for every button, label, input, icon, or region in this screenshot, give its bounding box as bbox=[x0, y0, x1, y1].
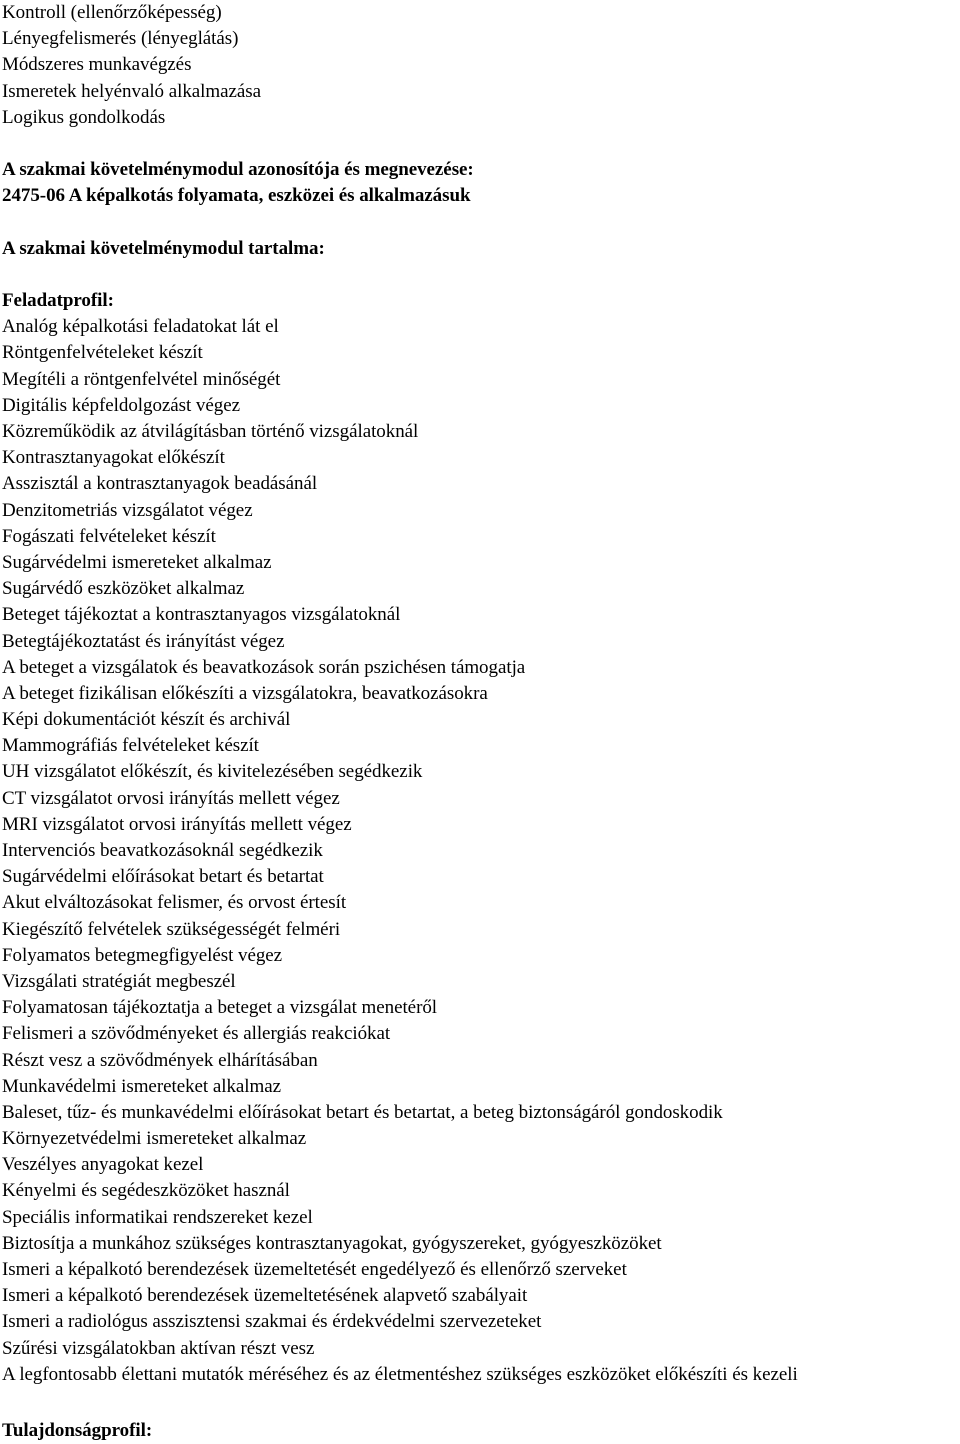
task-profile-item: Kiegészítő felvételek szükségességét felméri bbox=[2, 918, 341, 940]
task-profile-item: Kényelmi és segédeszközöket használ bbox=[2, 1180, 290, 1202]
task-profile-item: Asszisztál a kontrasztanyagok beadásánál bbox=[2, 473, 318, 495]
task-profile-list bbox=[2, 314, 960, 1388]
task-profile-heading: Feladatprofil: bbox=[2, 290, 114, 312]
list-item: Logikus gondolkodás bbox=[2, 106, 166, 128]
task-profile-item: Speciális informatikai rendszereket kezel bbox=[2, 1206, 313, 1228]
task-profile-item: CT vizsgálatot orvosi irányítás mellett végez bbox=[2, 787, 340, 809]
trait-profile-heading: Tulajdonságprofil: bbox=[2, 1419, 153, 1441]
task-profile-item: Ismeri a radiológus asszisztensi szakmai és érdekvédelmi szervezeteket bbox=[2, 1311, 542, 1333]
task-profile-item: Képi dokumentációt készít és archivál bbox=[2, 709, 291, 731]
task-profile-item: Digitális képfeldolgozást végez bbox=[2, 394, 240, 416]
task-profile-item: Sugárvédelmi ismereteket alkalmaz bbox=[2, 551, 272, 573]
task-profile-item: Ismeri a képalkotó berendezések üzemeltetését engedélyező és ellenőrző szerveket bbox=[2, 1259, 627, 1280]
spacer bbox=[2, 210, 960, 236]
task-profile-item: Beteget tájékoztat a kontrasztanyagos vizsgálatoknál bbox=[2, 604, 401, 626]
list-item: Kontroll (ellenőrzőképesség) bbox=[2, 2, 222, 23]
task-profile-item: Közreműködik az átvilágításban történő vizsgálatoknál bbox=[2, 421, 419, 442]
module-content-heading: A szakmai követelménymodul tartalma: bbox=[2, 237, 325, 259]
task-profile-item: Folyamatos betegmegfigyelést végez bbox=[2, 944, 283, 966]
task-profile-item: Veszélyes anyagokat kezel bbox=[2, 1154, 204, 1176]
task-profile-item: Betegtájékoztatást és irányítást végez bbox=[2, 630, 285, 652]
list-item: Lényegfelismerés (lényeglátás) bbox=[2, 28, 239, 50]
task-profile-item: A beteget fizikálisan előkészíti a vizsgálatokra, beavatkozásokra bbox=[2, 682, 488, 704]
spacer bbox=[2, 262, 960, 288]
task-profile-item: Folyamatosan tájékoztatja a beteget a vizsgálat menetéről bbox=[2, 997, 438, 1019]
task-profile-item: Sugárvédelmi előírásokat betart és betartat bbox=[2, 866, 324, 888]
list-item: Módszeres munkavégzés bbox=[2, 54, 192, 76]
task-profile-item: Akut elváltozásokat felismer, és orvost értesít bbox=[2, 892, 347, 914]
task-profile-item: A legfontosabb élettani mutatók méréséhez és az életmentéshez szükséges eszközöket előkészíti és kezeli bbox=[2, 1363, 798, 1385]
top-items-list bbox=[2, 0, 960, 131]
task-profile-item: Röntgenfelvételeket készít bbox=[2, 342, 203, 364]
task-profile-item: Környezetvédelmi ismereteket alkalmaz bbox=[2, 1128, 307, 1150]
module-id-heading: A szakmai követelménymodul azonosítója és megnevezése: bbox=[2, 159, 474, 181]
module-id-value: 2475-06 A képalkotás folyamata, eszközei és alkalmazásuk bbox=[2, 185, 471, 207]
task-profile-item: Szűrési vizsgálatokban aktívan részt vesz bbox=[2, 1337, 315, 1359]
task-profile-item: Analóg képalkotási feladatokat lát el bbox=[2, 316, 279, 338]
list-item: Ismeretek helyénvaló alkalmazása bbox=[2, 80, 261, 102]
task-profile-item: Ismeri a képalkotó berendezések üzemeltetésének alapvető szabályait bbox=[2, 1285, 528, 1307]
task-profile-item: Denzitometriás vizsgálatot végez bbox=[2, 499, 253, 521]
spacer bbox=[2, 131, 960, 157]
task-profile-item: Vizsgálati stratégiát megbeszél bbox=[2, 970, 236, 992]
task-profile-item: Fogászati felvételeket készít bbox=[2, 525, 216, 547]
spacer bbox=[2, 1388, 960, 1418]
task-profile-item: Biztosítja a munkához szükséges kontrasztanyagokat, gyógyszereket, gyógyeszközöket bbox=[2, 1232, 662, 1254]
task-profile-item: Sugárvédő eszközöket alkalmaz bbox=[2, 578, 245, 600]
task-profile-item: Részt vesz a szövődmények elhárításában bbox=[2, 1049, 318, 1071]
task-profile-item: Intervenciós beavatkozásoknál segédkezik bbox=[2, 840, 323, 861]
task-profile-item: UH vizsgálatot előkészít, és kivitelezésében segédkezik bbox=[2, 761, 423, 783]
task-profile-item: Kontrasztanyagokat előkészít bbox=[2, 447, 225, 469]
task-profile-item: Mammográfiás felvételeket készít bbox=[2, 735, 259, 757]
task-profile-item: A beteget a vizsgálatok és beavatkozások során pszichésen támogatja bbox=[2, 656, 526, 678]
task-profile-item: Felismeri a szövődményeket és allergiás reakciókat bbox=[2, 1023, 391, 1045]
task-profile-item: Baleset, tűz- és munkavédelmi előírásokat betart és betartat, a beteg biztonságáról gondoskodik bbox=[2, 1101, 723, 1123]
task-profile-item: MRI vizsgálatot orvosi irányítás mellett végez bbox=[2, 813, 352, 835]
task-profile-item: Megítéli a röntgenfelvétel minőségét bbox=[2, 368, 281, 390]
task-profile-item: Munkavédelmi ismereteket alkalmaz bbox=[2, 1075, 282, 1097]
document-page bbox=[2, 0, 960, 1444]
